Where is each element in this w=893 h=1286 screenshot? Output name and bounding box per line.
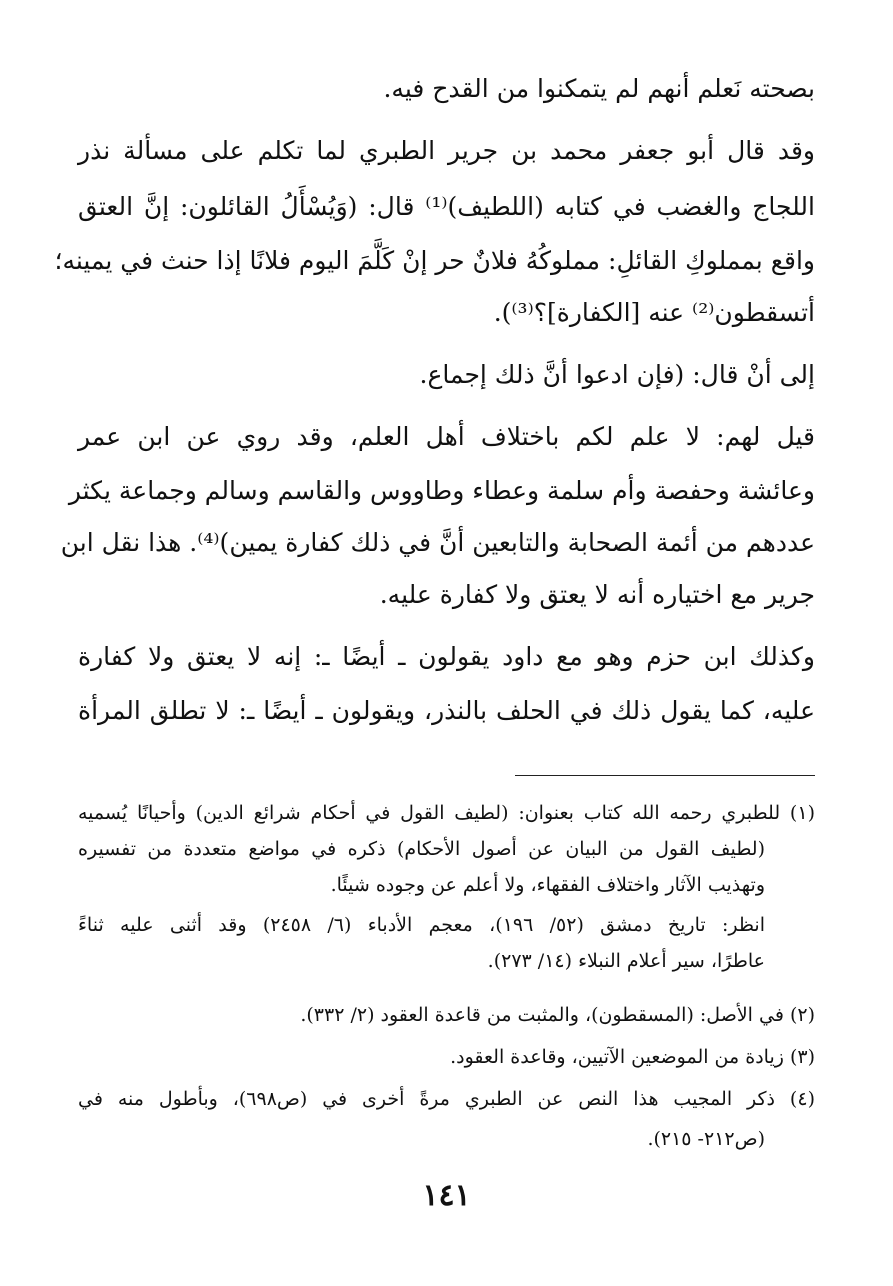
footnote-line: (٤) ذكر المجيب هذا النص عن الطبري مرةً أخرى في (ص٦٩٨)، وبأطول منه في [78, 1088, 815, 1110]
footnote-line: (لطيف القول من البيان عن أصول الأحكام) ذكره في مواضع متعددة من تفسيره [78, 838, 765, 860]
body-line: واقع بمملوكِ القائلِ: مملوكُهُ فلانٌ حر إنْ كَلَّمَ اليوم فلانًا إذا حنث في يمينه؛ [54, 246, 815, 275]
body-line: قيل لهم: لا علم لكم باختلاف أهل العلم، وقد روي عن ابن عمر [78, 422, 815, 451]
body-line: وكذلك ابن حزم وهو مع داود يقولون ـ أيضًا ـ: إنه لا يعتق ولا كفارة [78, 642, 815, 671]
body-line: أتسقطون⁽²⁾ عنه [الكفارة]؟⁽³⁾). [493, 298, 815, 327]
footnote-line: انظر: تاريخ دمشق (٥٢/ ١٩٦)، معجم الأدباء (٦/ ٢٤٥٨) وقد أثنى عليه ثناءً [78, 914, 766, 936]
footnote-line: (ص٢١٢- ٢١٥). [647, 1128, 765, 1150]
footnote-separator [515, 775, 815, 776]
body-line: عددهم من أئمة الصحابة والتابعين أنَّ في ذلك كفارة يمين)⁽⁴⁾. هذا نقل ابن [60, 528, 815, 557]
footnote-line: (٣) زيادة من الموضعين الآتيين، وقاعدة العقود. [450, 1046, 815, 1068]
body-line: وعائشة وحفصة وأم سلمة وعطاء وطاووس والقاسم وسالم وجماعة يكثر [68, 476, 815, 505]
body-line: بصحته نَعلم أنهم لم يتمكنوا من القدح فيه. [383, 74, 815, 103]
body-line: عليه، كما يقول ذلك في الحلف بالنذر، ويقولون ـ أيضًا ـ: لا تطلق المرأة [78, 696, 815, 725]
footnote-line: (٢) في الأصل: (المسقطون)، والمثبت من قاعدة العقود (٢/ ٣٣٢). [300, 1004, 815, 1026]
page-number: ١٤١ [422, 1178, 471, 1213]
body-line: إلى أنْ قال: (فإن ادعوا أنَّ ذلك إجماع. [419, 360, 815, 389]
body-line: اللجاج والغضب في كتابه (اللطيف)⁽¹⁾ قال: (وَيُسْأَلُ القائلون: إنَّ العتق [78, 192, 815, 221]
body-line: جرير مع اختياره أنه لا يعتق ولا كفارة عليه. [379, 580, 815, 609]
footnote-line: عاطرًا، سير أعلام النبلاء (١٤/ ٢٧٣). [487, 950, 765, 972]
body-line: وقد قال أبو جعفر محمد بن جرير الطبري لما تكلم على مسألة نذر [78, 136, 815, 165]
footnote-line: وتهذيب الآثار واختلاف الفقهاء، ولا أعلم عن وجوده شيئًا. [330, 874, 765, 896]
footnote-line: (١) للطبري رحمه الله كتاب بعنوان: (لطيف القول في أحكام شرائع الدين) وأحيانًا يُسميه [78, 802, 815, 824]
